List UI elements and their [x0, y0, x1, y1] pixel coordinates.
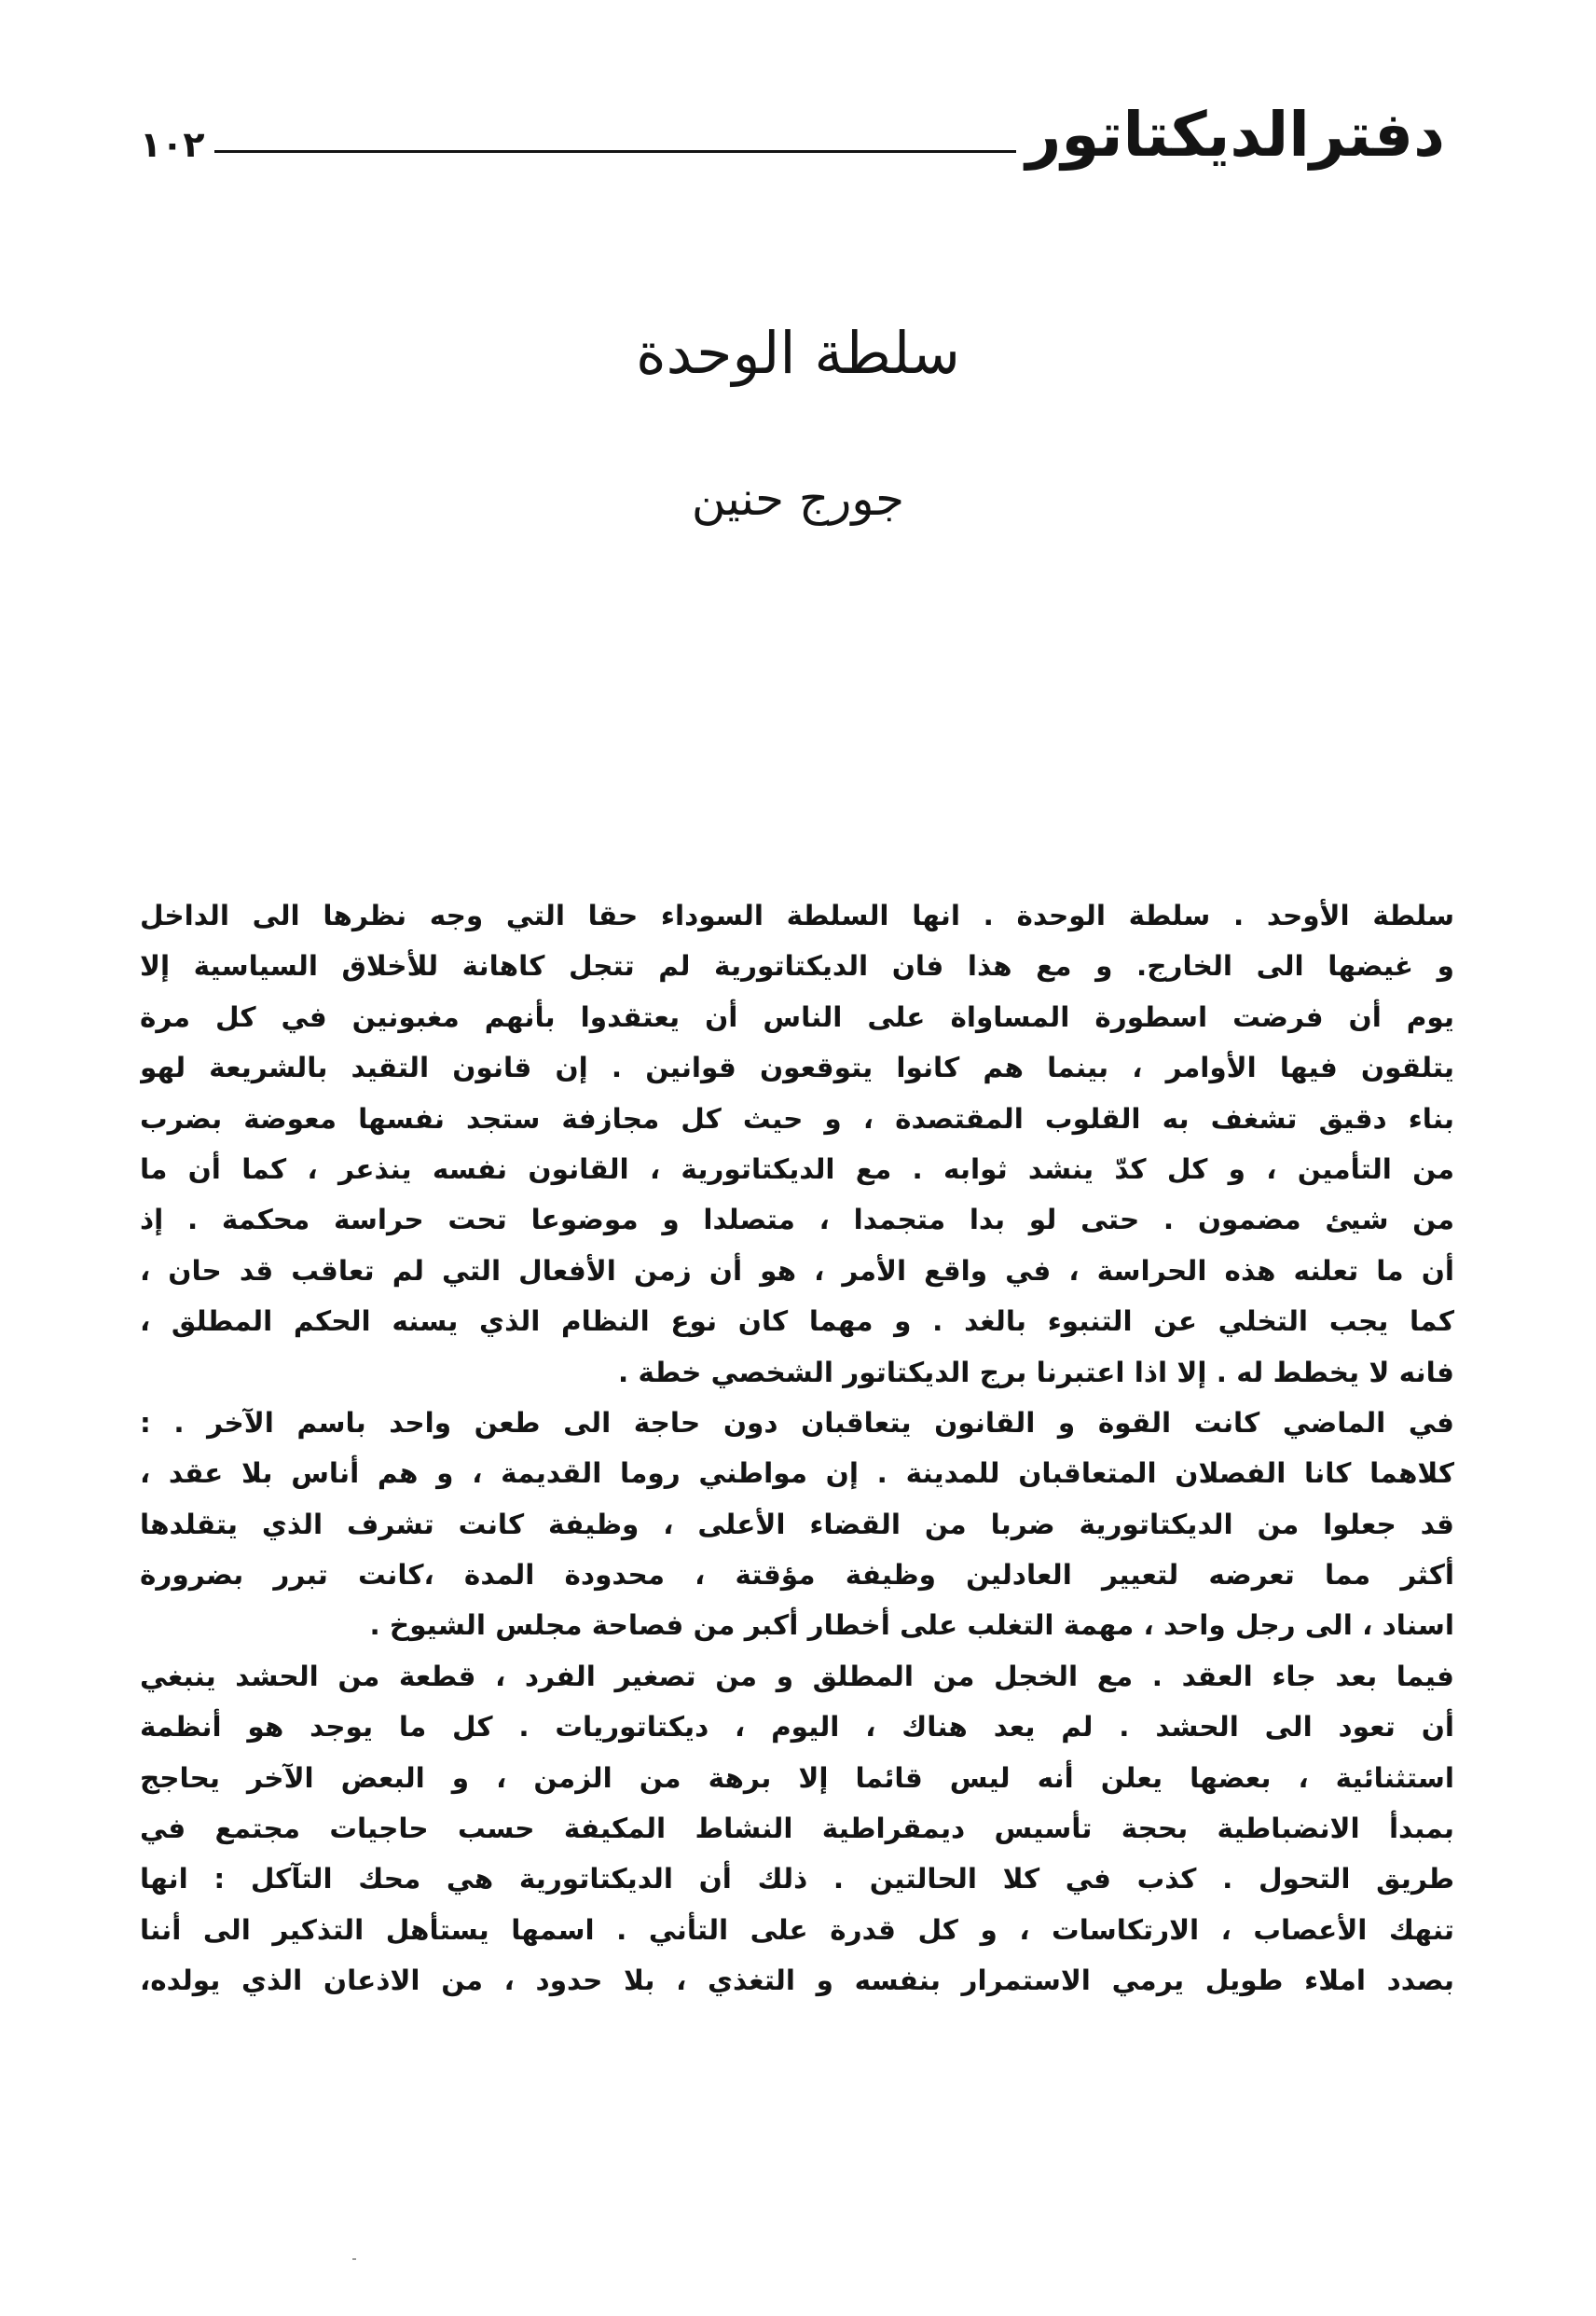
text-line: أن تعود الى الحشد . لم يعد هناك ، اليوم ، ديكتاتوريات . كل ما يوجد هو أنظمة	[140, 1711, 1454, 1744]
text-line: أكثر مما تعرضه لتعيير العادلين وظيفة مؤقتة ، محدودة المدة ،كانت تبرر بضرورة	[140, 1559, 1454, 1592]
text-line: كلاهما كانا الفصلان المتعاقبان للمدينة . إن مواطني روما القديمة ، و هم أناس بلا عقد ،	[140, 1457, 1454, 1490]
text-line: طريق التحول . كذب في كلا الحالتين . ذلك أن الديكتاتورية هي محك التآكل : انها	[140, 1863, 1454, 1896]
text-line: في الماضي كانت القوة و القانون يتعاقبان دون حاجة الى طعن واحد باسم الآخر . :	[140, 1406, 1454, 1439]
text-line: من التأمين ، و كل كدّ ينشد ثوابه . مع الديكتاتورية ، القانون نفسه ينذعر ، كما أن ما	[140, 1152, 1454, 1185]
scan-speck	[352, 2258, 356, 2260]
header-rule	[214, 150, 1017, 153]
text-line: بصدد املاء طويل يرمي الاستمرار بنفسه و التغذي ، بلا حدود ، من الاذعان الذي يولده،	[140, 1964, 1454, 1997]
article-author: جورج حنين	[691, 472, 905, 526]
text-line: كما يجب التخلي عن التنبوء بالغد . و مهما كان نوع النظام الذي يسنه الحكم المطلق ،	[140, 1305, 1454, 1338]
text-line: فيما بعد جاء العقد . مع الخجل من المطلق و من تصغير الفرد ، قطعة من الحشد ينبغي	[140, 1660, 1454, 1692]
paragraph-end-line: اسناد ، الى رجل واحد ، مهمة التغلب على أخطار أكبر من فصاحة مجلس الشيوخ .	[369, 1609, 1454, 1642]
running-header	[140, 82, 1445, 171]
text-line: بناء دقيق تشغف به القلوب المقتصدة ، و حيث كل مجازفة ستجد نفسها معوضة بضرب	[140, 1102, 1454, 1135]
text-line: تنهك الأعصاب ، الارتكاسات ، و كل قدرة على التأني . اسمها يستأهل التذكير الى أننا	[140, 1913, 1454, 1946]
paragraph-end-line: فانه لا يخطط له . إلا اذا اعتبرنا برج الديكتاتور الشخصي خطة .	[618, 1356, 1454, 1388]
text-line: و غيضها الى الخارج. و مع هذا فان الديكتاتورية لم تتجل كاهانة للأخلاق السياسية إلا	[140, 950, 1454, 983]
text-line: بمبدأ الانضباطية بحجة تأسيس ديمقراطية النشاط المكيفة حسب حاجيات مجتمع في	[140, 1813, 1454, 1845]
text-line: من شيئ مضمون . حتى لو بدا متجمدا ، متصلدا و موضوعا تحت حراسة محكمة . إذ	[140, 1204, 1454, 1236]
text-line: يوم أن فرضت اسطورة المساواة على الناس أن يعتقدوا بأنهم مغبونين في كل مرة	[140, 1000, 1454, 1033]
text-line: قد جعلوا من الديكتاتورية ضربا من القضاء الأعلى ، وظيفة كانت تشرف الذي يتقلدها	[140, 1508, 1454, 1540]
text-line: يتلقون فيها الأوامر ، بينما هم كانوا يتوقعون قوانين . إن قانون التقيد بالشريعة لهو	[140, 1052, 1454, 1084]
text-line: أن ما تعلنه هذه الحراسة ، في واقع الأمر ، هو أن زمن الأفعال التي لم تعاقب قد حان ،	[140, 1254, 1454, 1287]
text-line: سلطة الأوحد . سلطة الوحدة . انها السلطة السوداء حقا التي وجه نظرها الى الداخل	[140, 900, 1454, 931]
article-title: سلطة الوحدة	[636, 318, 960, 387]
page-number: ١٠٢	[140, 124, 205, 165]
book-title: دفترالديكتاتور	[1025, 99, 1445, 171]
article-body	[140, 890, 1454, 2006]
text-line: استثنائية ، بعضها يعلن أنه ليس قائما إلا برهة من الزمن ، و البعض الآخر يحاجج	[140, 1761, 1454, 1794]
